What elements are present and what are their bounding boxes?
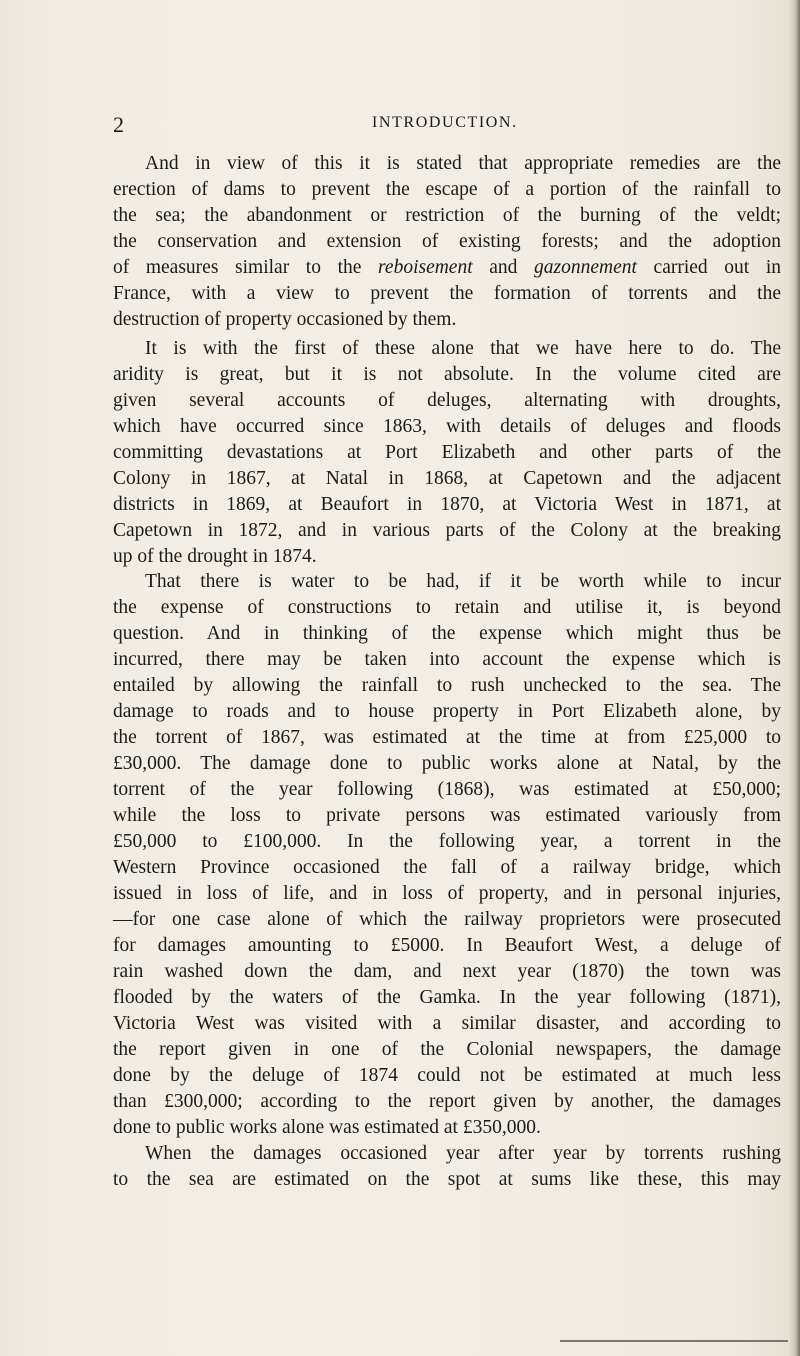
text-line: When the damages occasioned year after year by torrents rushing [145, 1143, 781, 1164]
text-line: Capetown in 1872, and in various parts of the Colony at the breaking [113, 520, 781, 541]
text-line: Western Province occasioned the fall of a railway bridge, which [113, 857, 781, 878]
text-line: incurred, there may be taken into account the expense which is [113, 649, 781, 670]
text-line: rain washed down the dam, and next year (1870) the town was [113, 961, 781, 982]
text-line: issued in loss of life, and in loss of property, and in personal injuries, [113, 883, 781, 904]
text-line: damage to roads and to house property in Port Elizabeth alone, by [113, 701, 781, 722]
text-line: question. And in thinking of the expense which might thus be [113, 623, 781, 644]
text-line: the conservation and extension of existing forests; and the adoption [113, 231, 781, 252]
text-line: £50,000 to £100,000. In the following year, a torrent in the [113, 831, 781, 852]
running-title: INTRODUCTION. [372, 114, 518, 131]
text-line: Colony in 1867, at Natal in 1868, at Capetown and the adjacent [113, 468, 781, 489]
text-line: committing devastations at Port Elizabeth and other parts of the [113, 442, 781, 463]
text-line: for damages amounting to £5000. In Beaufort West, a deluge of [113, 935, 781, 956]
page-edge-shadow [788, 0, 800, 1356]
text-line: aridity is great, but it is not absolute. In the volume cited are [113, 364, 781, 385]
text-line: the sea; the abandonment or restriction of the burning of the veldt; [113, 205, 781, 226]
text-line: torrent of the year following (1868), was estimated at £50,000; [113, 779, 781, 800]
text-line: which have occurred since 1863, with details of deluges and floods [113, 416, 781, 437]
text-line: done by the deluge of 1874 could not be estimated at much less [113, 1065, 781, 1086]
text-line: than £300,000; according to the report given by another, the damages [113, 1091, 781, 1112]
text-line-with-italics: of measures similar to the reboisement and gazonnement carried out in [113, 257, 781, 278]
text-line: districts in 1869, at Beaufort in 1870, at Victoria West in 1871, at [113, 494, 781, 515]
text-line: entailed by allowing the rainfall to rush unchecked to the sea. The [113, 675, 781, 696]
text-line: Victoria West was visited with a similar disaster, and according to [113, 1013, 781, 1034]
text-line: up of the drought in 1874. [113, 546, 317, 567]
text-line: while the loss to private persons was estimated variously from [113, 805, 781, 826]
text-line: the report given in one of the Colonial newspapers, the damage [113, 1039, 781, 1060]
text-line: —for one case alone of which the railway proprietors were prosecuted [113, 909, 781, 930]
text-line: to the sea are estimated on the spot at sums like these, this may [113, 1169, 781, 1190]
text-line: France, with a view to prevent the formation of torrents and the [113, 283, 781, 304]
text-line: given several accounts of deluges, alternating with droughts, [113, 390, 781, 411]
text-line: And in view of this it is stated that appropriate remedies are the [145, 153, 781, 174]
text-line: flooded by the waters of the Gamka. In the year following (1871), [113, 987, 781, 1008]
text-line: That there is water to be had, if it be worth while to incur [145, 571, 781, 592]
text-line: done to public works alone was estimated at £350,000. [113, 1117, 541, 1138]
italic-term: reboisement [378, 257, 473, 278]
text-line: the expense of constructions to retain and utilise it, is beyond [113, 597, 781, 618]
bottom-rule [560, 1340, 788, 1342]
text-line: the torrent of 1867, was estimated at the time at from £25,000 to [113, 727, 781, 748]
page-number: 2 [113, 112, 125, 137]
text-line: It is with the first of these alone that we have here to do. The [145, 338, 781, 359]
text-line: erection of dams to prevent the escape of a portion of the rainfall to [113, 179, 781, 200]
text-line: £30,000. The damage done to public works alone at Natal, by the [113, 753, 781, 774]
text-line: destruction of property occasioned by them. [113, 309, 457, 330]
italic-term: gazonnement [534, 257, 637, 278]
